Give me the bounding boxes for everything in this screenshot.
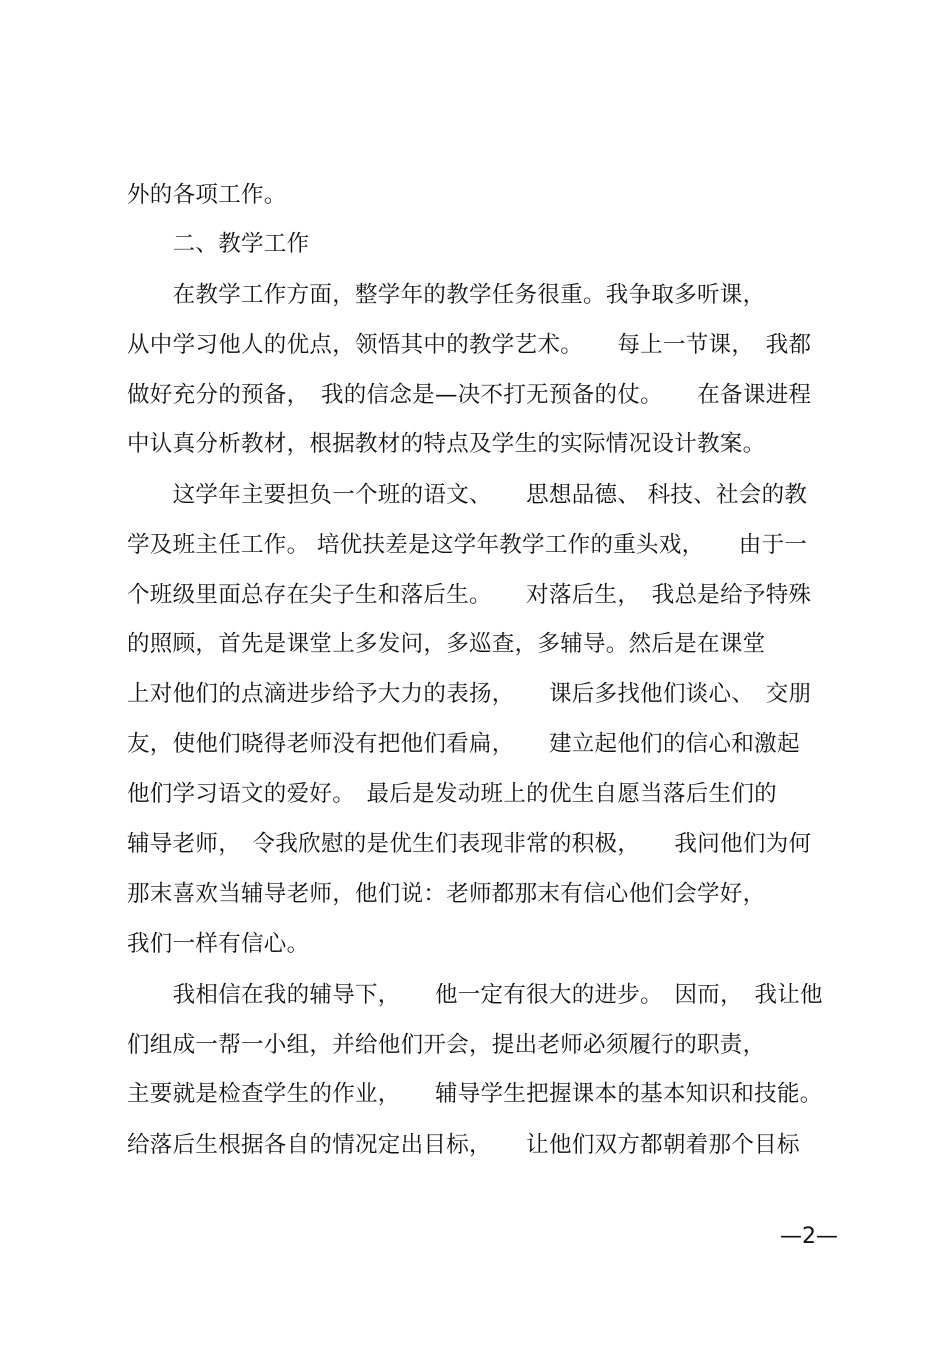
text-line: 从中学习他人的优点，领悟其中的教学艺术。 每上一节课， 我都 [127,332,812,358]
text-line: 这学年主要担负一个班的语文、 思想品德、 科技、社会的教 [127,482,808,508]
section-heading: 二、教学工作 [127,231,310,257]
text-line: 们组成一帮一小组，并给他们开会，提出老师必须履行的职责， [127,1032,766,1058]
text-line: 做好充分的预备， 我的信念是—决不打无预备的仗。 在备课进程 [127,382,812,408]
text-line: 学及班主任工作。 培优扶差是这学年教学工作的重头戏， 由于一 [127,532,808,558]
text-line: 友，使他们晓得老师没有把他们看扁， 建立起他们的信心和激起 [127,731,800,757]
text-line: 给落后生根据各自的情况定出目标， 让他们双方都朝着那个目标 [127,1132,800,1158]
text-line: 那末喜欢当辅导老师，他们说：老师都那末有信心他们会学好， [127,881,766,907]
text-line: 外的各项工作。 [127,182,287,208]
text-line: 的照顾，首先是课堂上多发问，多巡查，多辅导。然后是在课堂 [127,631,766,657]
text-line: 我相信在我的辅导下， 他一定有很大的进步。 因而， 我让他 [127,982,823,1008]
text-line: 个班级里面总存在尖子生和落后生。 对落后生， 我总是给予特殊 [127,582,812,608]
text-line: 在教学工作方面，整学年的教学任务很重。我争取多听课， [127,282,766,308]
text-line: 我们一样有信心。 [127,931,310,957]
text-line: 主要就是检查学生的作业， 辅导学生把握课本的基本知识和技能。 [127,1081,823,1107]
text-line: 他们学习语文的爱好。 最后是发动班上的优生自愿当落后生们的 [127,781,777,807]
text-line: 上对他们的点滴进步给予大力的表扬， 课后多找他们谈心、 交朋 [127,681,812,707]
text-line: 辅导老师， 令我欣慰的是优生们表现非常的积极， 我问他们为何 [127,831,812,857]
page-number: —2— [780,1224,838,1249]
text-line: 中认真分析教材，根据教材的特点及学生的实际情况设计教案。 [127,431,766,457]
